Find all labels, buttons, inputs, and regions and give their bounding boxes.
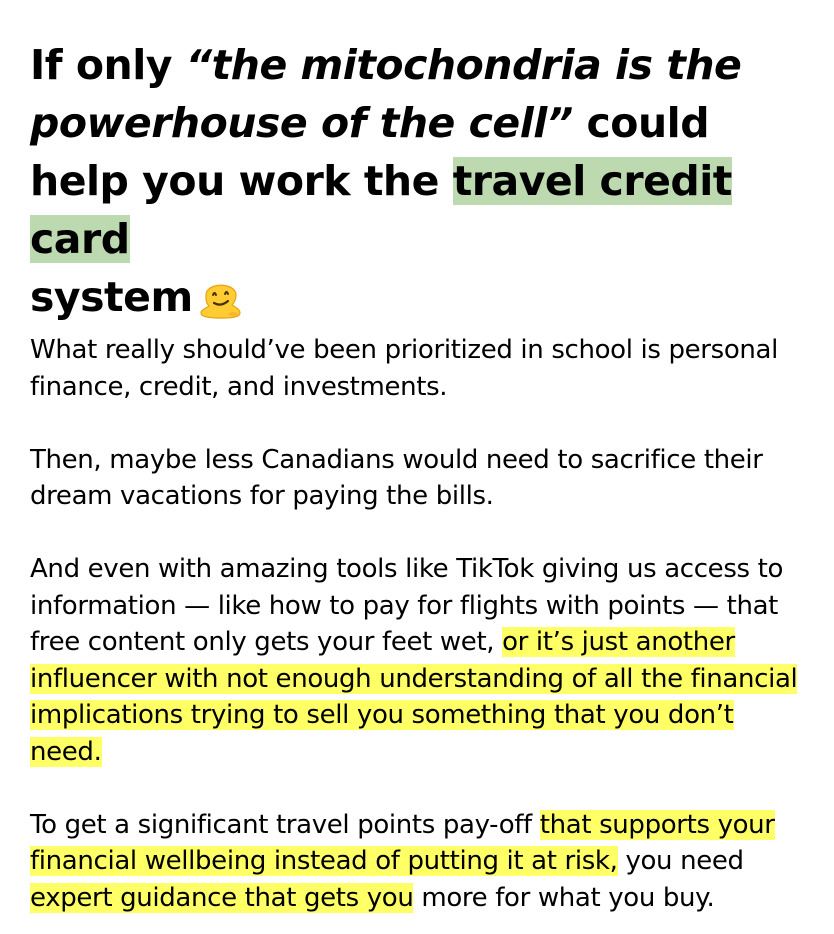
headline-highlight: travel credit card xyxy=(30,157,732,263)
article xyxy=(30,36,810,916)
paragraph-4-highlight-1: that supports your financial wellbeing instead of putting it at risk, xyxy=(30,809,775,876)
paragraph-4-text-3: more for what you buy. xyxy=(413,882,715,913)
headline-quote: “the mitochondria is the powerhouse of the cell” xyxy=(30,41,742,147)
paragraph-2: Then, maybe less Canadians would need to sacrifice their dream vacations for paying the bills. xyxy=(30,444,763,511)
headline-text-2: could help you work the xyxy=(30,99,710,205)
paragraph-4 xyxy=(30,807,810,917)
paragraph-3-highlight: or it’s just another influencer with not enough understanding of all the financial implications trying to sell you something that you don’t need. xyxy=(30,627,798,767)
melting-face-emoji-icon xyxy=(197,273,245,321)
paragraph-4-text-1: To get a significant travel points pay-off xyxy=(30,809,540,840)
paragraph-4-highlight-2: expert guidance that gets you xyxy=(30,882,414,913)
article-body xyxy=(30,332,810,916)
headline xyxy=(30,36,810,326)
paragraph-3 xyxy=(30,551,810,770)
paragraph-3-text: And even with amazing tools like TikTok giving us access to information — like how to pay for flights with points — that free content only gets your feet wet, xyxy=(30,554,784,657)
headline-text-3: system xyxy=(30,273,193,321)
paragraph-1: What really should’ve been prioritized in school is personal finance, credit, and investments. xyxy=(30,335,778,402)
headline-text-1: If only xyxy=(30,41,186,89)
paragraph-4-text-2: you need xyxy=(617,846,744,876)
